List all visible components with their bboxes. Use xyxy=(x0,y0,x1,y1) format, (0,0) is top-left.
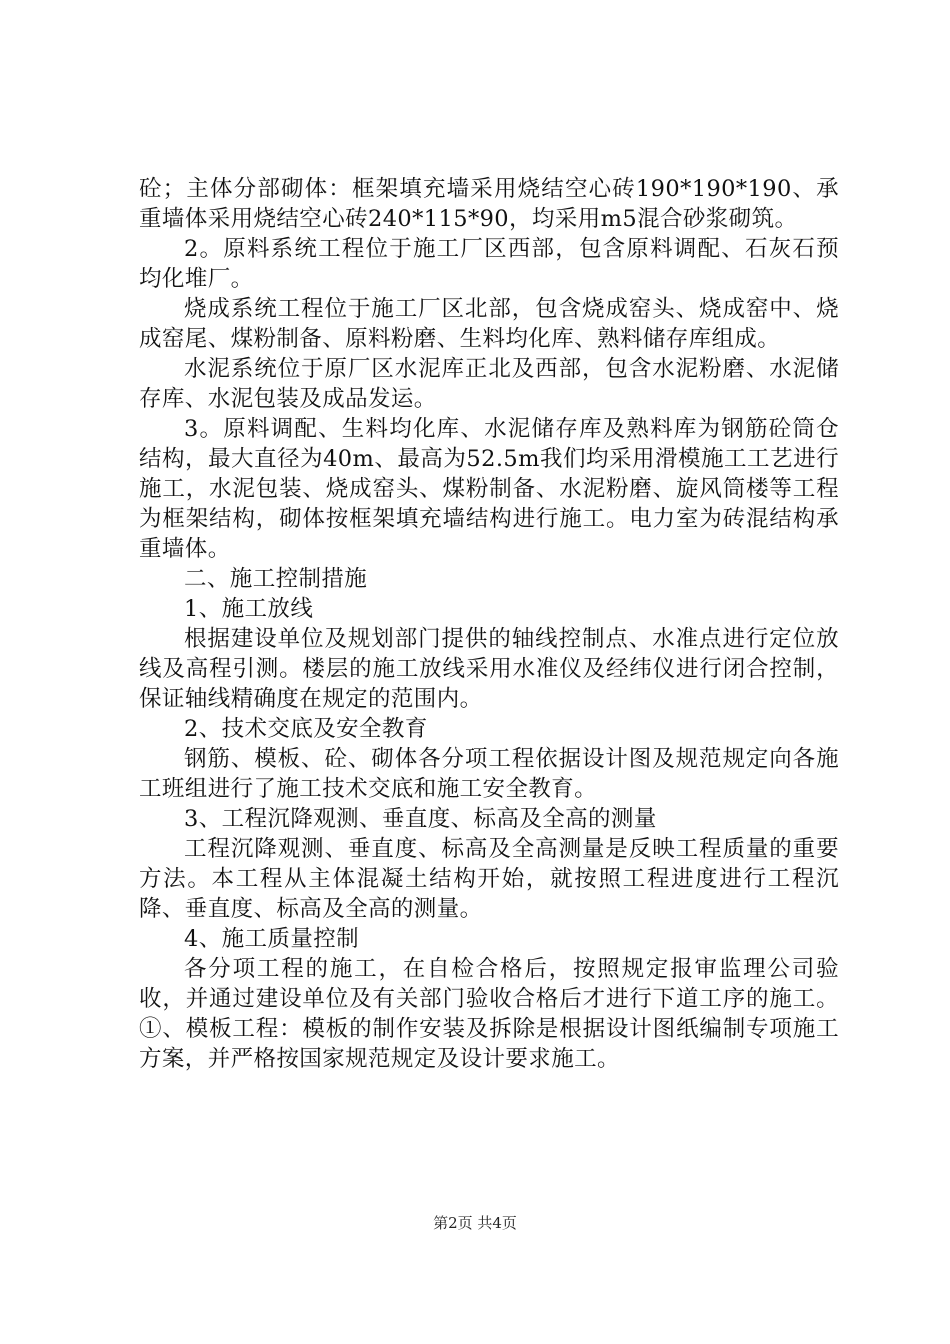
paragraph-3: 烧成系统工程位于施工厂区北部，包含烧成窑头、烧成窑中、烧成窑尾、煤粉制备、原料粉磨、生料均化库、熟料储存库组成。 xyxy=(139,296,839,352)
paragraph-setting-out: 根据建设单位及规划部门提供的轴线控制点、水准点进行定位放线及高程引测。楼层的施工放线采用水准仪及经纬仪进行闭合控制，保证轴线精确度在规定的范围内。 xyxy=(139,626,839,712)
page-footer xyxy=(0,1213,950,1233)
page-number-label: 第2页 共4页 xyxy=(433,1214,517,1232)
paragraph-2: 2。原料系统工程位于施工厂区西部，包含原料调配、石灰石预均化堆厂。 xyxy=(139,236,839,292)
paragraph-settlement-measurement: 工程沉降观测、垂直度、标高及全高测量是反映工程质量的重要方法。本工程从主体混凝土结构开始，就按照工程进度进行工程沉降、垂直度、标高及全高的测量。 xyxy=(139,836,839,922)
subheading-settlement-measurement: 3、工程沉降观测、垂直度、标高及全高的测量 xyxy=(184,806,657,832)
section-heading-control-measures: 二、施工控制措施 xyxy=(184,566,368,592)
document-body xyxy=(139,174,839,1074)
subheading-quality-control: 4、施工质量控制 xyxy=(184,926,360,952)
paragraph-technical-briefing: 钢筋、模板、砼、砌体各分项工程依据设计图及规范规定向各施工班组进行了施工技术交底和施工安全教育。 xyxy=(139,746,839,802)
subheading-technical-briefing: 2、技术交底及安全教育 xyxy=(184,716,428,742)
paragraph-quality-control: 各分项工程的施工，在自检合格后，按照规定报审监理公司验收，并通过建设单位及有关部门验收合格后才进行下道工序的施工。①、模板工程：模板的制作安装及拆除是根据设计图纸编制专项施工方案，并严格按国家规范规定及设计要求施工。 xyxy=(139,956,839,1072)
paragraph-5: 3。原料调配、生料均化库、水泥储存库及熟料库为钢筋砼筒仓结构，最大直径为40m、最高为52.5m我们均采用滑模施工工艺进行施工，水泥包装、烧成窑头、煤粉制备、水泥粉磨、旋风筒楼等工程为框架结构，砌体按框架填充墙结构进行施工。电力室为砖混结构承重墙体。 xyxy=(139,416,839,562)
subheading-setting-out: 1、施工放线 xyxy=(184,596,314,622)
paragraph-1: 砼；主体分部砌体：框架填充墙采用烧结空心砖190*190*190、承重墙体采用烧结空心砖240*115*90，均采用m5混合砂浆砌筑。 xyxy=(139,176,839,232)
paragraph-4: 水泥系统位于原厂区水泥库正北及西部，包含水泥粉磨、水泥储存库、水泥包装及成品发运。 xyxy=(139,356,839,412)
